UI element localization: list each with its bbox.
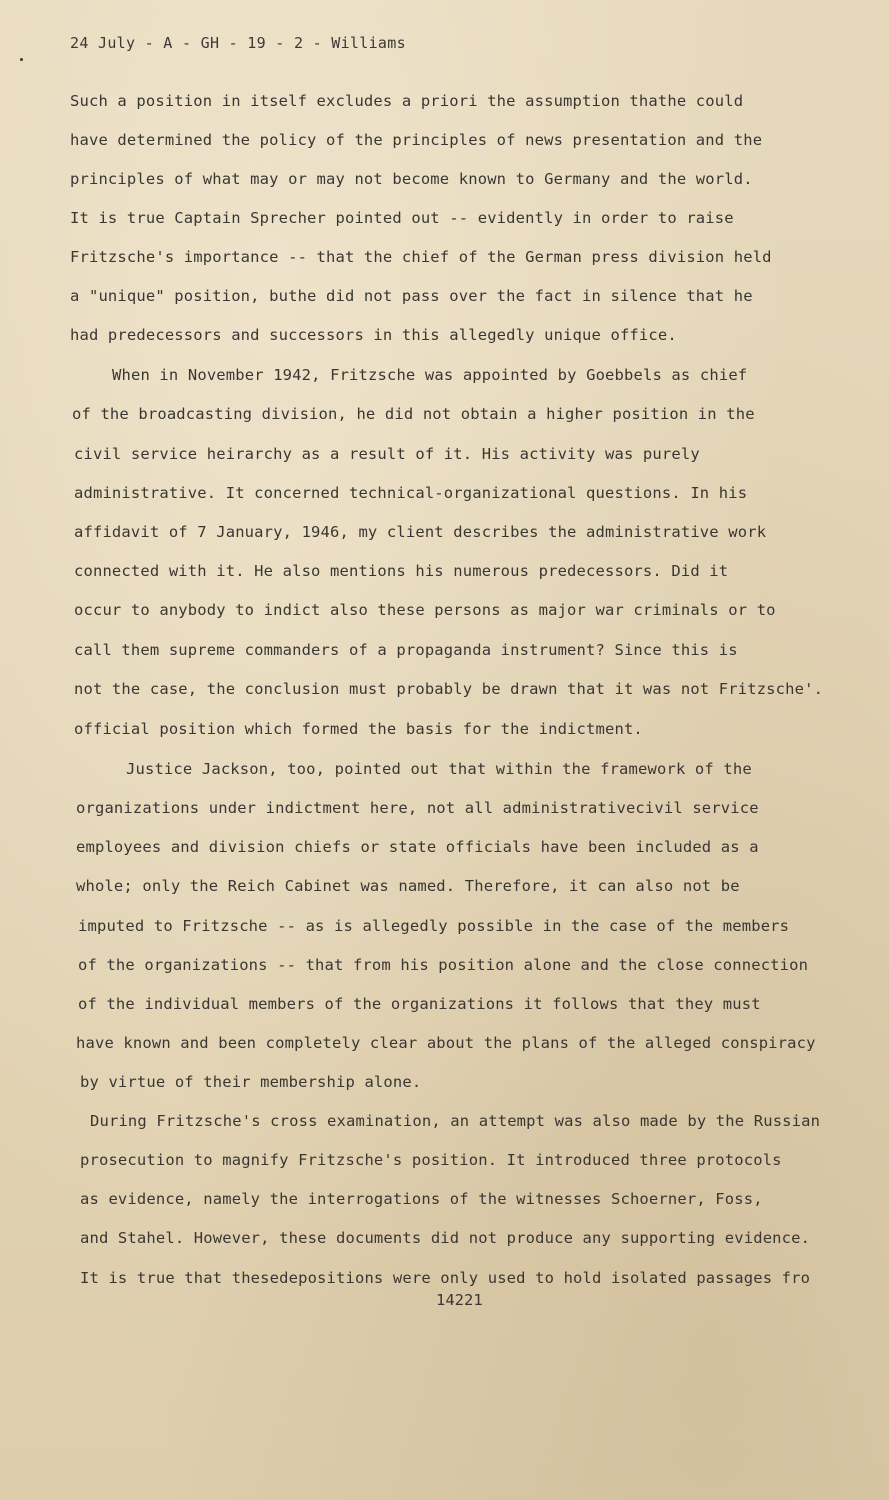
margin-mark (20, 58, 23, 61)
text-line: not the case, the conclusion must probably be drawn that it was not Fritzsche'. (74, 680, 824, 698)
page-header: 24 July - A - GH - 19 - 2 - Williams (70, 34, 406, 52)
text-line: principles of what may or may not become known to Germany and the world. (70, 170, 753, 188)
text-line: of the organizations -- that from his position alone and the close connection (78, 956, 809, 974)
page-number: 14221 (436, 1291, 483, 1309)
text-line: It is true that thesedepositions were only used to hold isolated passages fro (80, 1269, 811, 1287)
text-line: prosecution to magnify Fritzsche's position. It introduced three protocols (80, 1151, 782, 1169)
text-line: had predecessors and successors in this allegedly unique office. (70, 326, 677, 344)
text-line: have determined the policy of the principles of news presentation and the (70, 131, 763, 149)
text-line: of the individual members of the organizations it follows that they must (78, 995, 761, 1013)
text-line: employees and division chiefs or state officials have been included as a (76, 838, 759, 856)
text-line: civil service heirarchy as a result of it. His activity was purely (74, 445, 700, 463)
text-line: whole; only the Reich Cabinet was named. Therefore, it can also not be (76, 877, 740, 895)
text-line: of the broadcasting division, he did not obtain a higher position in the (72, 405, 755, 423)
text-line: Fritzsche's importance -- that the chief of the German press division held (70, 248, 772, 266)
text-line: Justice Jackson, too, pointed out that within the framework of the (126, 760, 752, 778)
text-line: It is true Captain Sprecher pointed out -- evidently in order to raise (70, 209, 734, 227)
text-line: call them supreme commanders of a propaganda instrument? Since this is (74, 641, 738, 659)
text-line: official position which formed the basis for the indictment. (74, 720, 643, 738)
text-line: a "unique" position, buthe did not pass over the fact in silence that he (70, 287, 753, 305)
text-line: Such a position in itself excludes a priori the assumption thathe could (70, 92, 744, 110)
text-line: affidavit of 7 January, 1946, my client describes the administrative work (74, 523, 767, 541)
text-line: When in November 1942, Fritzsche was appointed by Goebbels as chief (112, 366, 748, 384)
text-line: administrative. It concerned technical-organizational questions. In his (74, 484, 748, 502)
text-line: and Stahel. However, these documents did not produce any supporting evidence. (80, 1229, 811, 1247)
text-line: by virtue of their membership alone. (80, 1073, 422, 1091)
text-line: have known and been completely clear about the plans of the alleged conspiracy (76, 1034, 816, 1052)
text-line: organizations under indictment here, not all administrativecivil service (76, 799, 759, 817)
text-line: imputed to Fritzsche -- as is allegedly possible in the case of the members (78, 917, 790, 935)
text-line: During Fritzsche's cross examination, an attempt was also made by the Russian (90, 1112, 821, 1130)
text-line: connected with it. He also mentions his numerous predecessors. Did it (74, 562, 729, 580)
text-line: occur to anybody to indict also these persons as major war criminals or to (74, 601, 776, 619)
text-line: as evidence, namely the interrogations of the witnesses Schoerner, Foss, (80, 1190, 763, 1208)
